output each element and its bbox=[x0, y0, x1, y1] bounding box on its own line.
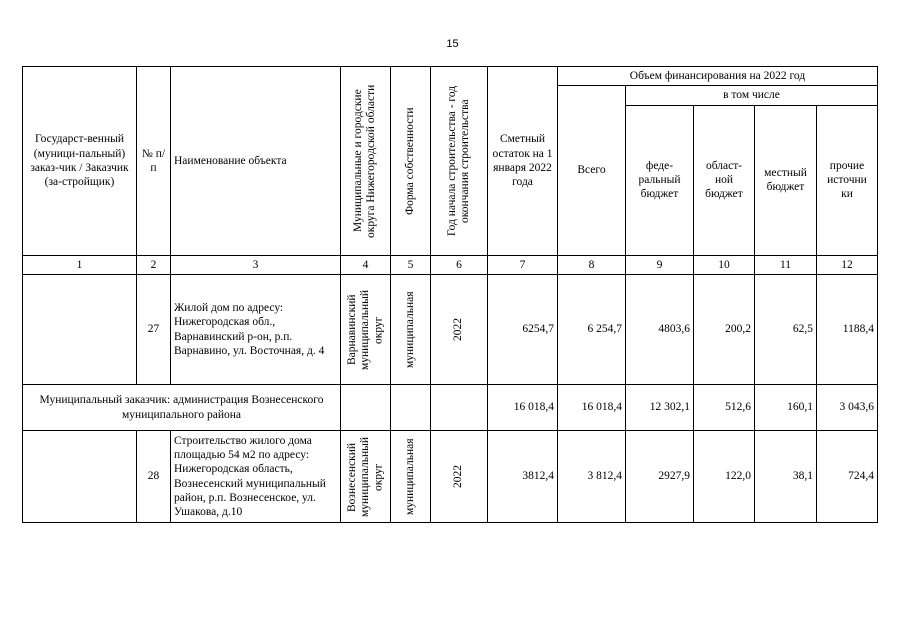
row27-ownership bbox=[391, 275, 431, 385]
header-object-name: Наименование объекта bbox=[171, 67, 341, 256]
customer-ownership bbox=[391, 385, 431, 431]
col-number: 4 bbox=[341, 255, 391, 274]
row27-year-text: 2022 bbox=[452, 318, 465, 342]
row27-regional: 200,2 bbox=[694, 275, 755, 385]
customer-federal: 12 302,1 bbox=[626, 385, 694, 431]
customer-remainder: 16 018,4 bbox=[488, 385, 558, 431]
financing-table bbox=[22, 66, 878, 523]
col-number: 6 bbox=[431, 255, 488, 274]
col-number: 8 bbox=[558, 255, 626, 274]
header-district bbox=[341, 67, 391, 256]
header-funding-title: Объем финансирования на 2022 год bbox=[558, 67, 878, 86]
col-number: 11 bbox=[755, 255, 817, 274]
header-district-text: Муниципальные и городские округа Нижегородской области bbox=[352, 84, 378, 238]
row28-object-name: Строительство жилого дома площадью 54 м2 по адресу: Нижегородская область, Вознесенский муниципальный район, р.п. Вознесенское, ул. Ушакова, д.10 bbox=[171, 431, 341, 523]
customer-regional: 512,6 bbox=[694, 385, 755, 431]
row27-ownership-text: муниципальная bbox=[403, 291, 416, 368]
col-number: 2 bbox=[137, 255, 171, 274]
customer-local: 160,1 bbox=[755, 385, 817, 431]
row28-local: 38,1 bbox=[755, 431, 817, 523]
header-ownership bbox=[391, 67, 431, 256]
header-ownership-text: Форма собственности bbox=[403, 107, 416, 215]
header-customer: Государст-венный (муници-пальный) заказ-чик / Заказчик (за-стройщик) bbox=[23, 67, 137, 256]
header-number: № п/п bbox=[137, 67, 171, 256]
row28-year bbox=[431, 431, 488, 523]
header-other: прочие источни ки bbox=[817, 105, 878, 255]
col-number: 10 bbox=[694, 255, 755, 274]
customer-total: 16 018,4 bbox=[558, 385, 626, 431]
header-remainder: Сметный остаток на 1 января 2022 года bbox=[488, 67, 558, 256]
column-numbers-row bbox=[23, 255, 878, 274]
row27-other: 1188,4 bbox=[817, 275, 878, 385]
header-total: Всего bbox=[558, 86, 626, 255]
header-years bbox=[431, 67, 488, 256]
row28-district bbox=[341, 431, 391, 523]
row28-other: 724,4 bbox=[817, 431, 878, 523]
col-number: 1 bbox=[23, 255, 137, 274]
col-number: 5 bbox=[391, 255, 431, 274]
row27-remainder: 6254,7 bbox=[488, 275, 558, 385]
customer-other: 3 043,6 bbox=[817, 385, 878, 431]
row27-district-text: Варнавинский муниципальный округ bbox=[345, 289, 385, 370]
row28-customer bbox=[23, 431, 137, 523]
row28-total: 3 812,4 bbox=[558, 431, 626, 523]
row28-number: 28 bbox=[137, 431, 171, 523]
row27-customer bbox=[23, 275, 137, 385]
col-number: 12 bbox=[817, 255, 878, 274]
row27-year bbox=[431, 275, 488, 385]
table-row bbox=[23, 431, 878, 523]
customer-year bbox=[431, 385, 488, 431]
row27-local: 62,5 bbox=[755, 275, 817, 385]
row27-object-name: Жилой дом по адресу: Нижегородская обл., Варнавинский р-он, р.п. Варнавино, ул. Восточная, д. 4 bbox=[171, 275, 341, 385]
customer-label: Муниципальный заказчик: администрация Вознесенского муниципального района bbox=[23, 385, 341, 431]
page-number: 15 bbox=[446, 38, 459, 50]
row28-ownership bbox=[391, 431, 431, 523]
col-number: 3 bbox=[171, 255, 341, 274]
row28-district-text: Вознесенский муниципальный округ bbox=[345, 436, 385, 517]
header-regional: област-ной бюджет bbox=[694, 105, 755, 255]
header-years-text: Год начала строительства - год окончания строительства bbox=[445, 85, 471, 236]
col-number: 7 bbox=[488, 255, 558, 274]
header-local: местный бюджет bbox=[755, 105, 817, 255]
header-federal: феде-ральный бюджет bbox=[626, 105, 694, 255]
header-including: в том числе bbox=[626, 86, 878, 105]
row28-regional: 122,0 bbox=[694, 431, 755, 523]
customer-district bbox=[341, 385, 391, 431]
table-row bbox=[23, 275, 878, 385]
row27-number: 27 bbox=[137, 275, 171, 385]
row28-year-text: 2022 bbox=[452, 465, 465, 489]
row27-district bbox=[341, 275, 391, 385]
row28-federal: 2927,9 bbox=[626, 431, 694, 523]
row27-federal: 4803,6 bbox=[626, 275, 694, 385]
row28-remainder: 3812,4 bbox=[488, 431, 558, 523]
customer-summary-row bbox=[23, 385, 878, 431]
row28-ownership-text: муниципальная bbox=[403, 438, 416, 515]
col-number: 9 bbox=[626, 255, 694, 274]
row27-total: 6 254,7 bbox=[558, 275, 626, 385]
